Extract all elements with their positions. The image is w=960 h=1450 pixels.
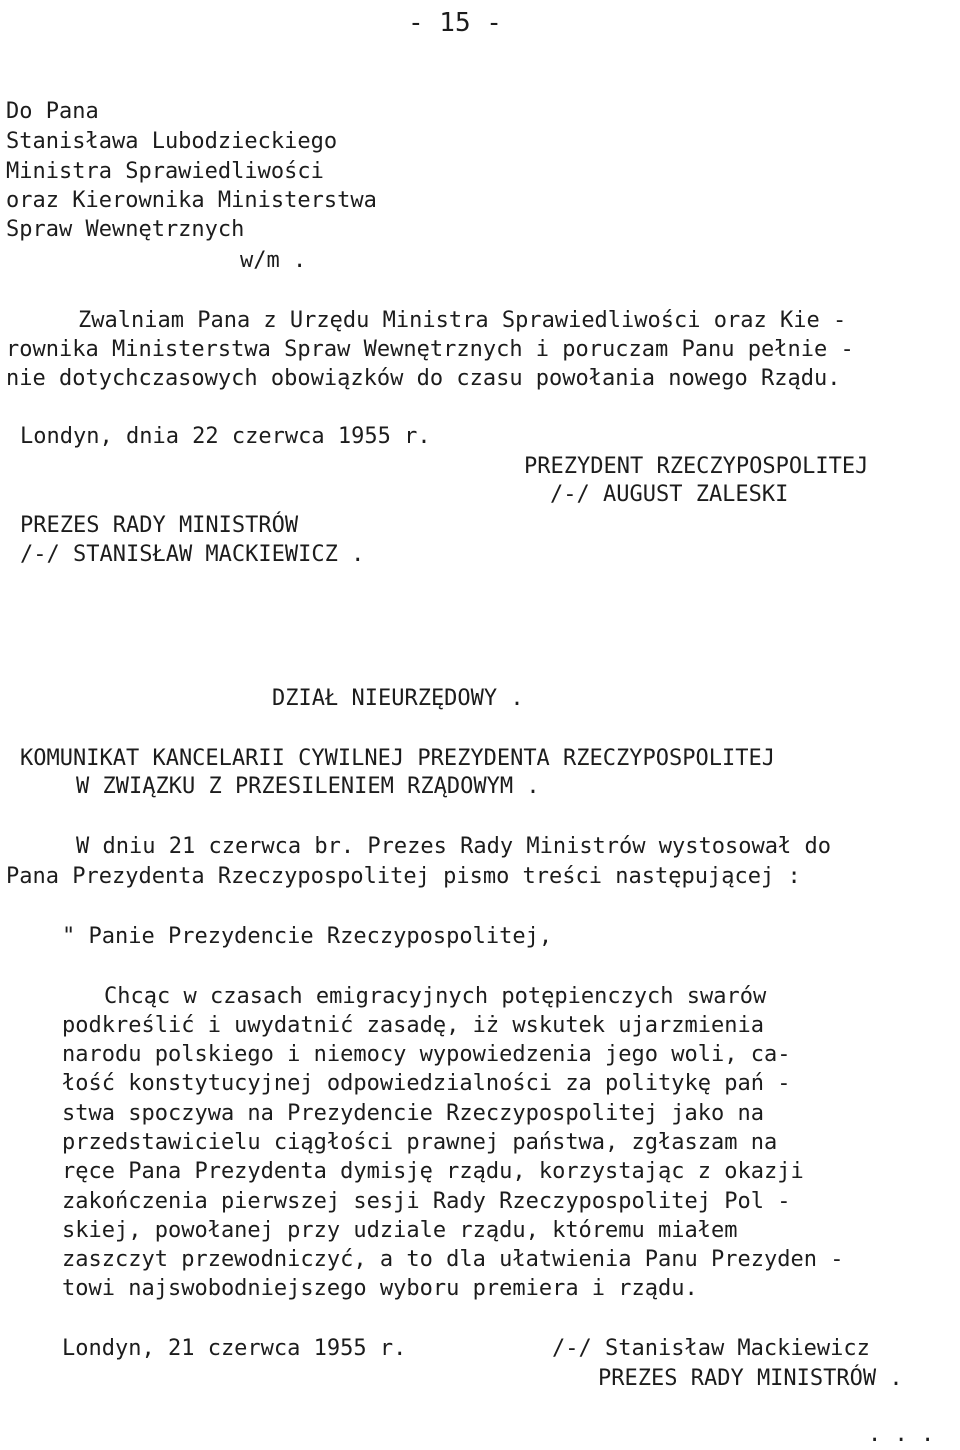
decree-line: rownika Ministerstwa Spraw Wewnętrznych i poruczam Panu pełnie -: [6, 337, 854, 362]
letter-line: Chcąc w czasach emigracyjnych potępienczych swarów: [104, 984, 767, 1009]
decree-line: nie dotychczasowych obowiązków do czasu powołania nowego Rządu.: [6, 366, 841, 391]
letter-line: skiej, powołanej przy udziale rządu, któremu miałem: [62, 1218, 738, 1243]
address-line: Ministra Sprawiedliwości: [6, 159, 324, 184]
address-line: Spraw Wewnętrznych: [6, 217, 245, 242]
page-number: - 15 -: [408, 8, 502, 38]
letter-line: podkreślić i uwydatnić zasadę, iż wskutek ujarzmienia: [62, 1013, 764, 1038]
premier-title: PREZES RADY MINISTRÓW: [20, 513, 299, 538]
letter-line: towi najswobodniejszego wyboru premiera i rządu.: [62, 1276, 698, 1301]
letter-salutation: " Panie Prezydencie Rzeczypospolitej,: [62, 924, 553, 949]
address-line: w/m .: [240, 248, 307, 273]
letter-signature: /-/ Stanisław Mackiewicz: [552, 1336, 870, 1361]
president-title: PREZYDENT RZECZYPOSPOLITEJ: [524, 454, 869, 479]
communique-title: KOMUNIKAT KANCELARII CYWILNEJ PREZYDENTA RZECZYPOSPOLITEJ: [20, 746, 775, 771]
letter-line: przedstawicielu ciągłości prawnej państwa, zgłaszam na: [62, 1130, 778, 1155]
letter-line: ręce Pana Prezydenta dymisję rządu, korzystając z okazji: [62, 1159, 804, 1184]
intro-line: W dniu 21 czerwca br. Prezes Rady Ministrów wystosował do: [76, 834, 831, 859]
communique-title: W ZWIĄZKU Z PRZESILENIEM RZĄDOWYM .: [76, 774, 540, 799]
address-line: Stanisława Lubodzieckiego: [6, 129, 338, 154]
intro-line: Pana Prezydenta Rzeczypospolitej pismo treści następującej :: [6, 864, 801, 889]
letter-line: zakończenia pierwszej sesji Rady Rzeczypospolitej Pol -: [62, 1189, 791, 1214]
premier-signature: /-/ STANISŁAW MACKIEWICZ .: [20, 542, 365, 567]
decree-line: Zwalniam Pana z Urzędu Ministra Sprawiedliwości oraz Kie -: [78, 308, 847, 333]
letter-line: łość konstytucyjnej odpowiedzialności za politykę pań -: [62, 1071, 791, 1096]
address-line: oraz Kierownika Ministerstwa: [6, 188, 377, 213]
letter-date: Londyn, 21 czerwca 1955 r.: [62, 1336, 407, 1361]
letter-signature-title: PREZES RADY MINISTRÓW .: [598, 1366, 903, 1391]
decree-date: Londyn, dnia 22 czerwca 1955 r.: [20, 424, 431, 449]
letter-line: zaszczyt przewodniczyć, a to dla ułatwienia Panu Prezyden -: [62, 1247, 844, 1272]
ellipsis: . . .: [868, 1422, 935, 1447]
letter-line: narodu polskiego i niemocy wypowiedzenia jego woli, ca-: [62, 1042, 791, 1067]
section-title: DZIAŁ NIEURZĘDOWY .: [272, 686, 524, 711]
address-line: Do Pana: [6, 99, 99, 124]
letter-line: stwa spoczywa na Prezydencie Rzeczypospolitej jako na: [62, 1101, 764, 1126]
president-signature: /-/ AUGUST ZALESKI: [550, 482, 789, 507]
